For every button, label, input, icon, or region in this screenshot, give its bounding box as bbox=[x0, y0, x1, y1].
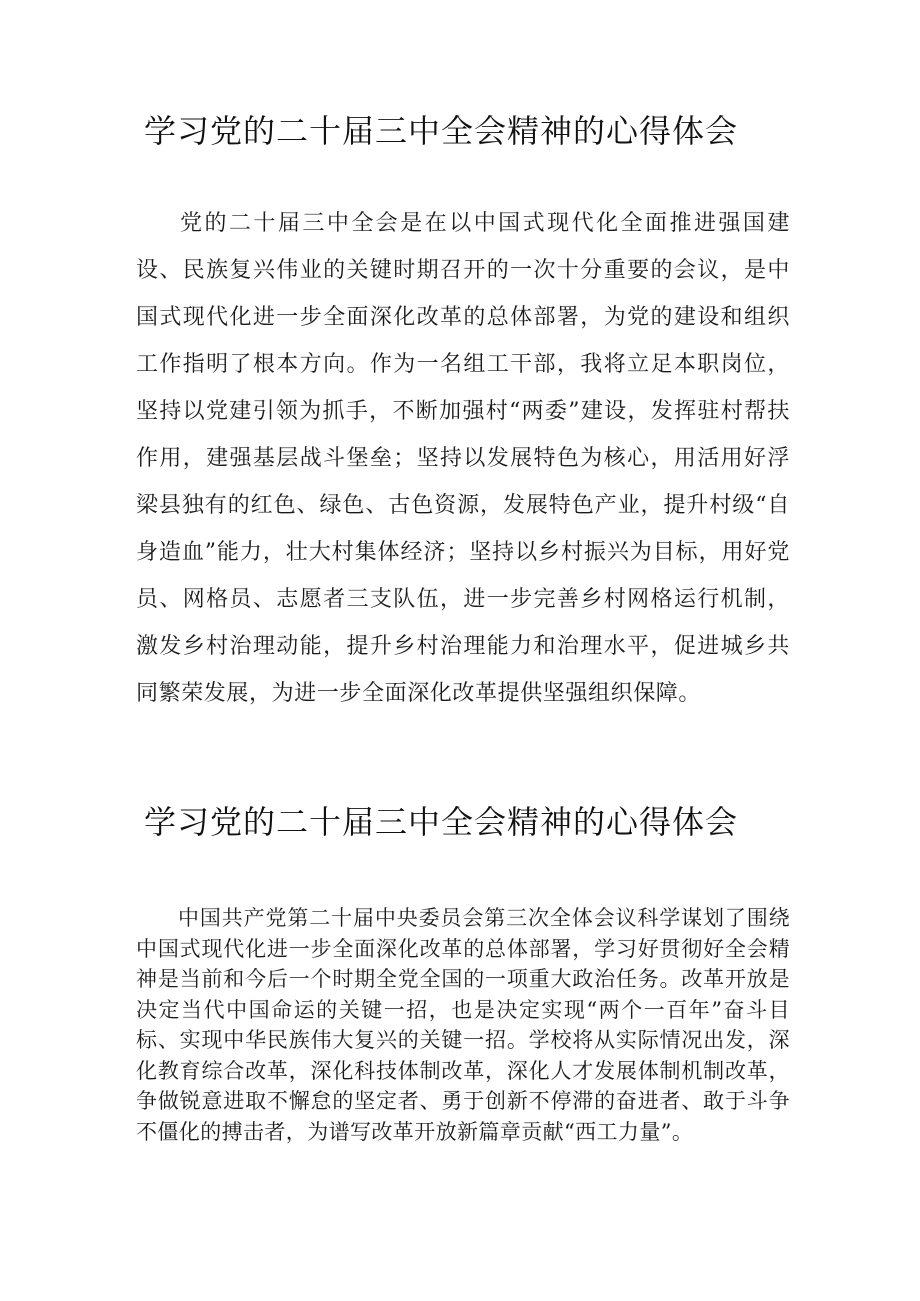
section-1-title: 学习党的二十届三中全会精神的心得体会 bbox=[144, 112, 739, 150]
section-2-title: 学习党的二十届三中全会精神的心得体会 bbox=[144, 803, 739, 841]
section-1-body: 党的二十届三中全会是在以中国式现代化全面推进强国建设、民族复兴伟业的关键时期召开的一次十分重要的会议，是中国式现代化进一步全面深化改革的总体部署，为党的建设和组织工作指明了根本方向。作为一名组工干部，我将立足本职岗位，坚持以党建引领为抓手，不断加强村“两委”建设，发挥驻村帮扶作用，建强基层战斗堡垒；坚持以发展特色为核心，用活用好浮梁县独有的红色、绿色、古色资源，发展特色产业，提升村级“自身造血”能力，壮大村集体经济；坚持以乡村振兴为目标，用好党员、网格员、志愿者三支队伍，进一步完善乡村网格运行机制，激发乡村治理动能，提升乡村治理能力和治理水平，促进城乡共同繁荣发展，为进一步全面深化改革提供坚强组织保障。 bbox=[136, 211, 790, 706]
section-2-body: 中国共产党第二十届中央委员会第三次全体会议科学谋划了围绕中国式现代化进一步全面深化改革的总体部署，学习好贯彻好全会精神是当前和今后一个时期全党全国的一项重大政治任务。改革开放是决定当代中国命运的关键一招，也是决定实现“两个一百年”奋斗目标、实现中华民族伟大复兴的关键一招。学校将从实际情况出发，深化教育综合改革，深化科技体制改革，深化人才发展体制机制改革，争做锐意进取不懈怠的坚定者、勇于创新不停滞的奋进者、敢于斗争不僵化的搏击者，为谱写改革开放新篇章贡献“西工力量”。 bbox=[136, 906, 790, 1144]
